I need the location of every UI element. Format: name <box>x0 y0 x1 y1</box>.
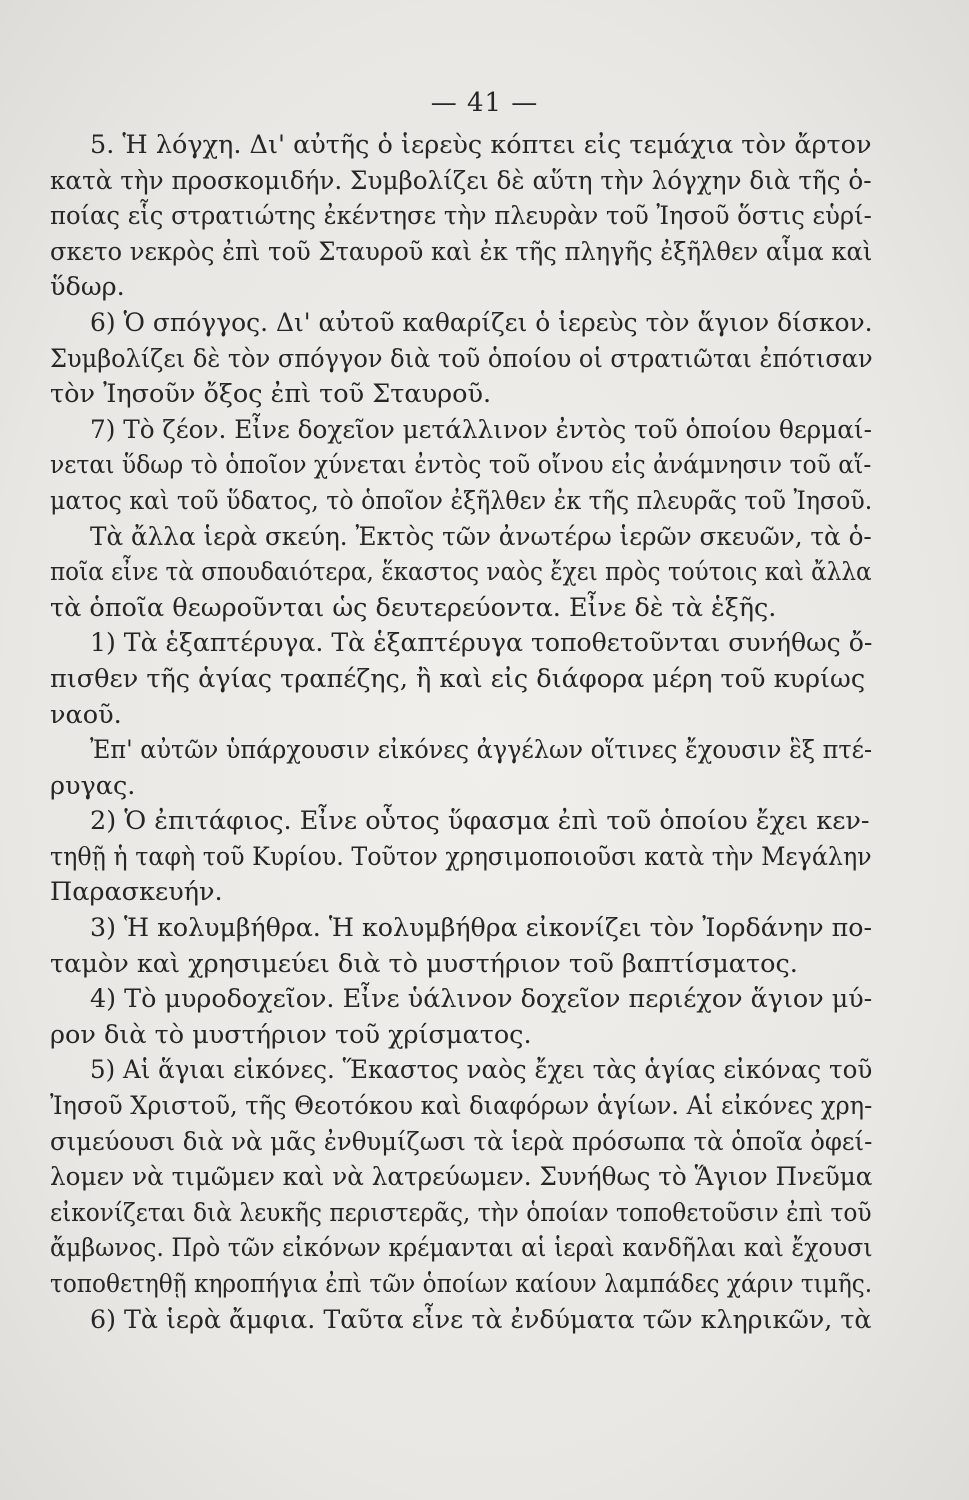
page-body-text <box>50 128 873 1338</box>
text-line: νεται ὕδωρ τὸ ὁποῖον χύνεται ἐντὸς τοῦ οἴνου εἰς ἀνάμνησιν τοῦ αἵ- <box>50 450 872 481</box>
text-line: ἄμβωνος. Πρὸ τῶν εἰκόνων κρέμανται αἱ ἱεραὶ κανδῆλαι καὶ ἔχουσι <box>50 1233 873 1264</box>
text-line: πισθεν τῆς ἁγίας τραπέζης, ἢ καὶ εἰς διάφορα μέρη τοῦ κυρίως <box>50 663 866 694</box>
text-line: 6) Ὁ σπόγγος. Δι' αὐτοῦ καθαρίζει ὁ ἱερεὺς τὸν ἅγιον δίσκον. <box>90 307 873 338</box>
text-line: 7) Τὸ ζέον. Εἶνε δοχεῖον μετάλλινον ἐντὸς τοῦ ὁποίου θερμαί- <box>90 414 872 445</box>
text-line: ρον διὰ τὸ μυστήριον τοῦ χρίσματος. <box>50 1019 532 1050</box>
text-line: 2) Ὁ ἐπιτάφιος. Εἶνε οὗτος ὕφασμα ἐπὶ τοῦ ὁποίου ἔχει κεν- <box>90 806 870 837</box>
text-line: ὕδωρ. <box>50 272 125 303</box>
text-line: ναοῦ. <box>50 699 122 730</box>
text-line: ποίας εἷς στρατιώτης ἐκέντησε τὴν πλευρὰν τοῦ Ἰησοῦ ὅστις εὑρί- <box>50 201 872 232</box>
text-line: εἰκονίζεται διὰ λευκῆς περιστερᾶς, τὴν ὁποίαν τοποθετοῦσιν ἐπὶ τοῦ <box>50 1197 872 1228</box>
text-line: ματος καὶ τοῦ ὕδατος, τὸ ὁποῖον ἐξῆλθεν ἐκ τῆς πλευρᾶς τοῦ Ἰησοῦ. <box>50 485 873 516</box>
text-line: σκετο νεκρὸς ἐπὶ τοῦ Σταυροῦ καὶ ἐκ τῆς πληγῆς ἐξῆλθεν αἷμα καὶ <box>50 236 873 267</box>
text-line: τηθῇ ἡ ταφὴ τοῦ Κυρίου. Τοῦτον χρησιμοποιοῦσι κατὰ τὴν Μεγάλην <box>50 841 872 872</box>
text-line: Τὰ ἄλλα ἱερὰ σκεύη. Ἐκτὸς τῶν ἀνωτέρω ἱερῶν σκευῶν, τὰ ὁ- <box>90 521 872 552</box>
text-line: Ἰησοῦ Χριστοῦ, τῆς Θεοτόκου καὶ διαφόρων ἁγίων. Αἱ εἰκόνες χρη- <box>50 1091 873 1122</box>
text-line: Συμβολίζει δὲ τὸν σπόγγον διὰ τοῦ ὁποίου οἱ στρατιῶται ἐπότισαν <box>50 343 873 374</box>
text-line: Ἐπ' αὐτῶν ὑπάρχουσιν εἰκόνες ἀγγέλων οἵτινες ἔχουσιν ἓξ πτέ- <box>90 735 873 766</box>
text-line: Παρασκευήν. <box>50 877 223 908</box>
text-line: ποῖα εἶνε τὰ σπουδαιότερα, ἕκαστος ναὸς ἔχει πρὸς τούτοις καὶ ἄλλα <box>50 557 872 588</box>
text-line: ταμὸν καὶ χρησιμεύει διὰ τὸ μυστήριον τοῦ βαπτίσματος. <box>50 948 798 979</box>
text-line: λομεν νὰ τιμῶμεν καὶ νὰ λατρεύωμεν. Συνήθως τὸ Ἅγιον Πνεῦμα <box>50 1162 873 1193</box>
text-line: τὰ ὁποῖα θεωροῦνται ὡς δευτερεύοντα. Εἶνε δὲ τὰ ἑξῆς. <box>50 592 777 623</box>
text-line: σιμεύουσι διὰ νὰ μᾶς ἐνθυμίζωσι τὰ ἱερὰ πρόσωπα τὰ ὁποῖα ὀφεί- <box>50 1126 873 1157</box>
text-line: 6) Τὰ ἱερὰ ἄμφια. Ταῦτα εἶνε τὰ ἐνδύματα τῶν κληρικῶν, τὰ <box>90 1304 872 1335</box>
text-line: κατὰ τὴν προσκομιδήν. Συμβολίζει δὲ αὕτη τὴν λόγχην διὰ τῆς ὁ- <box>50 165 872 196</box>
text-line: 4) Τὸ μυροδοχεῖον. Εἶνε ὑάλινον δοχεῖον περιέχον ἅγιον μύ- <box>90 984 873 1015</box>
text-line: τὸν Ἰησοῦν ὄξος ἐπὶ τοῦ Σταυροῦ. <box>50 379 492 410</box>
text-line: 5. Ἡ λόγχη. Δι' αὐτῆς ὁ ἱερεὺς κόπτει εἰς τεμάχια τὸν ἄρτον <box>90 130 872 160</box>
text-line: 1) Τὰ ἑξαπτέρυγα. Τὰ ἑξαπτέρυγα τοποθετοῦνται συνήθως ὄ- <box>90 628 873 659</box>
text-line: τοποθετηθῇ κηροπήγια ἐπὶ τῶν ὁποίων καίουν λαμπάδες χάριν τιμῆς. <box>50 1269 873 1299</box>
text-line: ρυγας. <box>50 770 136 801</box>
page-number: — 41 — <box>430 88 539 118</box>
text-line: 5) Αἱ ἅγιαι εἰκόνες. Ἕκαστος ναὸς ἔχει τὰς ἁγίας εἰκόνας τοῦ <box>90 1055 873 1086</box>
text-line: 3) Ἡ κολυμβήθρα. Ἡ κολυμβήθρα εἰκονίζει τὸν Ἰορδάνην πο- <box>90 913 873 944</box>
